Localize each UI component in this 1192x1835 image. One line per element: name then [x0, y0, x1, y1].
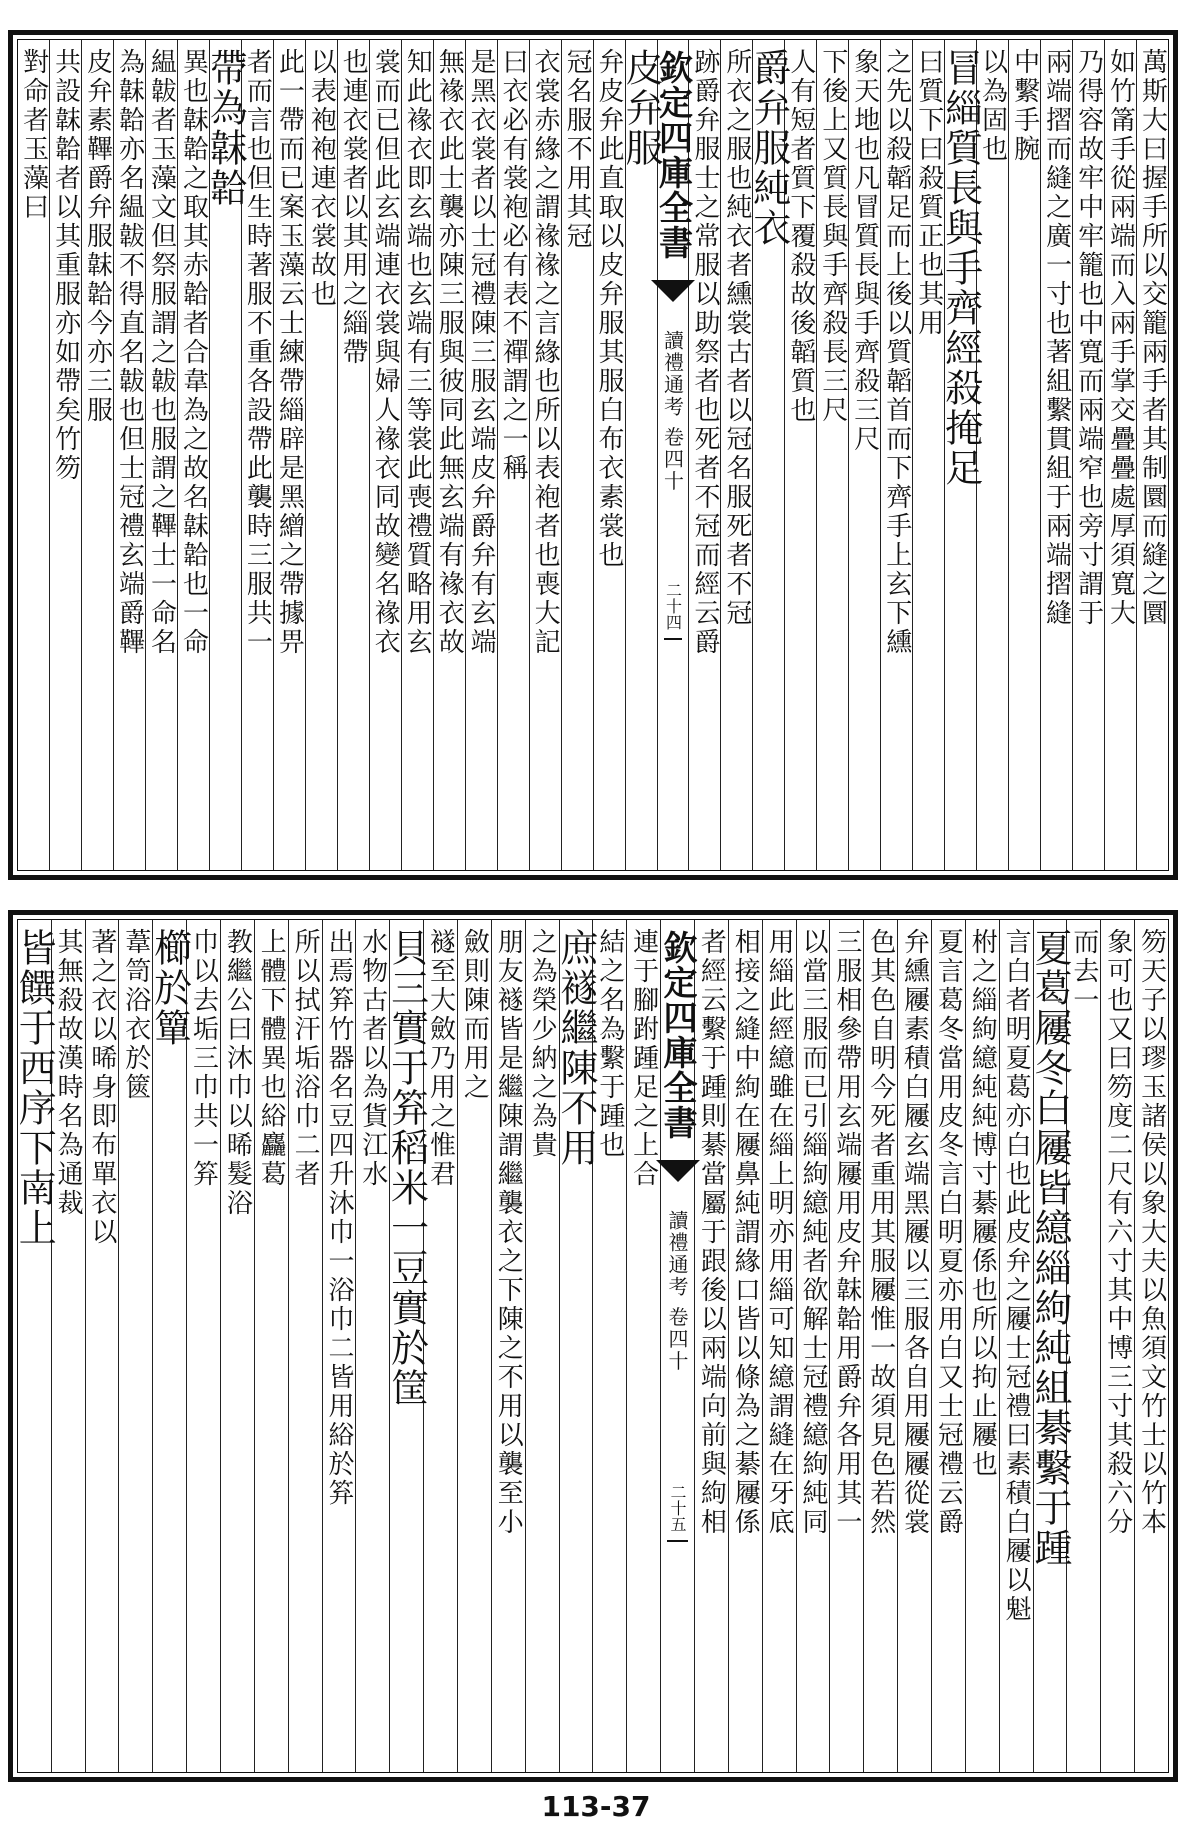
column-text: 三服相參帶用玄端屨用皮弁韎韐用爵弁各用其一 — [831, 928, 862, 1537]
text-column — [305, 40, 337, 870]
column-text: 無褖衣此士襲亦陳三服與彼同此無玄端有褖衣故 — [434, 48, 465, 657]
page-footer-number: 113-37 — [541, 1790, 651, 1823]
text-column — [965, 920, 999, 1772]
column-text: 以表袍袍連衣裳故也 — [306, 48, 337, 309]
column-text: 言白者明夏葛亦白也此皮弁之屨士冠禮曰素積白屨以魁 — [1001, 928, 1032, 1624]
column-text: 相接之縫中絇在屨鼻純謂緣口皆以條為之綦屨係 — [730, 928, 761, 1537]
column-text: 葦笥浴衣於篋 — [120, 928, 151, 1102]
volume-title: 讀禮通考 卷四十 — [660, 330, 685, 493]
column-text: 夏葛屨冬白屨皆繶緇絇純組綦繫于踵 — [1027, 928, 1072, 1568]
text-column — [433, 40, 465, 870]
column-text: 跡爵弁服士之常服以助祭者也死者不冠而經云爵 — [689, 48, 720, 657]
leaf-number: 二十四 — [663, 582, 683, 630]
column-text: 而去一 — [1068, 928, 1099, 1015]
column-text: 帶為韎韐 — [203, 48, 248, 208]
lower-fish-tail-line — [667, 1540, 688, 1542]
column-text: 異也韎韐之取其赤韐者合韋為之故名韎韐也一命 — [178, 48, 209, 657]
column-text: 所衣之服也純衣者纁裳古者以冠名服死者不冠 — [721, 48, 752, 628]
column-text: 緼韍者玉藻文但祭服謂之韍也服謂之鞸士一命名 — [146, 48, 177, 657]
text-column — [337, 40, 369, 870]
column-text: 衣裳赤緣之謂褖褖之言緣也所以表袍者也喪大記 — [530, 48, 561, 657]
text-column — [254, 920, 288, 1772]
fish-tail-mark — [667, 1160, 688, 1198]
text-column — [762, 920, 796, 1772]
text-column — [931, 920, 965, 1772]
text-column — [497, 40, 529, 870]
text-column — [897, 920, 931, 1772]
column-text: 用緇此經繶雖在緇上明亦用緇可知繶謂縫在牙底 — [764, 928, 795, 1537]
column-text: 出焉笲竹器名豆四升沐巾一浴巾二皆用綌於笲 — [323, 928, 354, 1508]
book-title: 欽定四庫全書 — [652, 50, 693, 260]
text-column — [113, 40, 145, 870]
text-column — [1134, 920, 1168, 1772]
text-column — [728, 920, 762, 1772]
text-column — [369, 40, 401, 870]
text-column — [816, 40, 848, 870]
column-text: 巾以去垢三巾共一笲 — [188, 928, 219, 1189]
column-text: 者經云繫于踵則綦當屬于跟後以兩端向前與絇相 — [696, 928, 727, 1537]
center-fold-column — [657, 920, 698, 1772]
column-text: 曰衣必有裳袍必有表不禪謂之一稱 — [498, 48, 529, 483]
text-column — [561, 40, 593, 870]
text-column — [848, 40, 880, 870]
column-text: 象可也又曰笏度二尺有六寸其中博三寸其殺六分 — [1102, 928, 1133, 1537]
column-text: 朋友襚皆是繼陳謂繼襲衣之下陳之不用以襲至小 — [493, 928, 524, 1537]
fish-tail-mark — [664, 280, 683, 318]
volume-title: 讀禮通考 卷四十 — [665, 1210, 690, 1373]
text-column — [863, 920, 897, 1772]
column-text: 笏天子以璆玉諸侯以象大夫以魚須文竹士以竹本 — [1136, 928, 1167, 1537]
text-column — [457, 920, 491, 1772]
column-text: 弁皮弁此直取以皮弁服其服白布衣素裳也 — [594, 48, 625, 570]
text-column — [912, 40, 944, 870]
text-column — [720, 40, 752, 870]
text-column — [746, 40, 791, 870]
text-column — [938, 40, 983, 870]
column-text: 也連衣裳者以其用之緇帶 — [338, 48, 369, 367]
text-column — [81, 40, 113, 870]
text-column — [1072, 40, 1104, 870]
text-column — [1136, 40, 1168, 870]
column-text: 之先以殺韜足而上後以質韜首而下齊手上玄下纁 — [881, 48, 912, 657]
text-column — [322, 920, 356, 1772]
text-column — [796, 920, 830, 1772]
text-column — [1100, 920, 1134, 1772]
text-column — [465, 40, 497, 870]
text-column — [829, 920, 863, 1772]
text-column — [384, 920, 429, 1772]
column-text: 貝三實于笲稻米一豆實於筐 — [384, 928, 429, 1408]
text-column — [118, 920, 152, 1772]
lower-fish-tail-line — [664, 638, 683, 640]
column-text: 中繫手腕 — [1009, 48, 1040, 164]
column-text: 萬斯大曰握手所以交籠兩手者其制圜而縫之圜 — [1137, 48, 1168, 628]
column-text: 櫛於簞 — [147, 928, 192, 1048]
text-column — [177, 40, 209, 870]
text-column — [999, 920, 1033, 1772]
column-text: 著之衣以晞身即布單衣以 — [86, 928, 117, 1247]
column-text: 夏言葛冬當用皮冬言白明夏亦用白又士冠禮云爵 — [933, 928, 964, 1537]
column-text: 結之名為繫于踵也 — [594, 928, 625, 1160]
column-text: 冒緇質長與手齊經殺掩足 — [938, 48, 983, 488]
column-text: 此一帶而已案玉藻云士練帶緇辟是黑繒之帶據畀 — [274, 48, 305, 657]
text-column — [1104, 40, 1136, 870]
column-text: 弁纁屨素積白屨玄端黑屨以三服各自用屨屨從裳 — [899, 928, 930, 1537]
text-column — [288, 920, 322, 1772]
text-column — [626, 920, 660, 1772]
upper-page-inner-border — [17, 39, 1169, 871]
column-text: 曰質下曰殺質正也其用 — [913, 48, 944, 338]
column-text: 水物古者以為貨江水 — [357, 928, 388, 1189]
column-text: 爵弁服純衣 — [746, 48, 791, 248]
column-text: 知此褖衣即玄端也玄端有三等裳此喪禮質略用玄 — [402, 48, 433, 657]
column-text: 連于腳跗踵足之上合 — [628, 928, 659, 1189]
column-text: 對命者玉藻曰 — [18, 48, 49, 222]
leaf-number: 二十五 — [668, 1484, 688, 1532]
column-text: 冠名服不用其冠 — [562, 48, 593, 251]
column-text: 色其色自明今死者重用其服屨惟一故須見色若然 — [865, 928, 896, 1537]
upper-page-columns — [18, 40, 1168, 870]
text-column — [1027, 920, 1072, 1772]
text-column — [273, 40, 305, 870]
text-column — [145, 40, 177, 870]
column-text: 斂則陳而用之 — [459, 928, 490, 1102]
column-text: 以當三服而已引緇絇繶純者欲解士冠禮繶絇純同 — [797, 928, 828, 1537]
column-text: 以為固也 — [977, 48, 1008, 164]
column-text: 柎之緇絇繶純純博寸綦屨係也所以拘止屨也 — [967, 928, 998, 1479]
text-column — [355, 920, 389, 1772]
text-column — [1040, 40, 1072, 870]
column-text: 襚至大斂乃用之惟君 — [425, 928, 456, 1189]
column-text: 庶襚繼陳不用 — [553, 928, 598, 1168]
column-text: 所以拭汗垢浴巾二者 — [290, 928, 321, 1189]
text-column — [401, 40, 433, 870]
column-text: 皮弁素鞸爵弁服韎韐今亦三服 — [82, 48, 113, 425]
text-column — [203, 40, 248, 870]
column-text: 象天地也凡冒質長與手齊殺三尺 — [849, 48, 880, 454]
lower-page-columns — [12, 920, 1168, 1772]
text-column — [619, 40, 664, 870]
column-text: 是黑衣裳者以士冠禮陳三服玄端皮弁爵弁有玄端 — [466, 48, 497, 657]
column-text: 皆饌于西序下南上 — [12, 928, 57, 1248]
column-text: 下後上又質長與手齊殺長三尺 — [817, 48, 848, 425]
text-column — [85, 920, 119, 1772]
column-text: 其無殺故漢時名為通裁 — [53, 928, 84, 1218]
text-column — [491, 920, 525, 1772]
column-text: 者而言也但生時著服不重各設帶此襲時三服共一 — [242, 48, 273, 657]
column-text: 皮弁服 — [619, 48, 664, 168]
upper-page-frame — [8, 30, 1178, 880]
column-text: 為韎韐亦名緼韍不得直名韍也但士冠禮玄端爵鞸 — [114, 48, 145, 657]
text-column — [529, 40, 561, 870]
text-column — [49, 40, 81, 870]
column-text: 乃得容故牢中牢籠也中寬而兩端窄也旁寸謂于 — [1073, 48, 1104, 628]
text-column — [18, 40, 49, 870]
column-text: 上體下體異也綌麤葛 — [256, 928, 287, 1189]
column-text: 裳而已但此玄端連衣裳與婦人褖衣同故變名褖衣 — [370, 48, 401, 657]
column-text: 共設韎韐者以其重服亦如帶矣竹笏 — [50, 48, 81, 483]
book-title: 欽定四庫全書 — [657, 930, 698, 1140]
column-text: 人有短者質下覆殺故後韜質也 — [785, 48, 816, 425]
text-column — [12, 920, 57, 1772]
text-column — [553, 920, 598, 1772]
column-text: 教繼公曰沐巾以晞髮浴 — [222, 928, 253, 1218]
text-column — [880, 40, 912, 870]
lower-page-frame — [8, 910, 1178, 1782]
text-column — [593, 40, 625, 870]
column-text: 如竹筩手從兩端而入兩手掌交疊疊處厚須寬大 — [1105, 48, 1136, 628]
text-column — [220, 920, 254, 1772]
column-text: 兩端摺而縫之廣一寸也著組繫貫組于兩端摺縫 — [1041, 48, 1072, 628]
column-text: 之為榮少納之為貴 — [527, 928, 558, 1160]
text-column — [1008, 40, 1040, 870]
text-column — [147, 920, 192, 1772]
text-column — [525, 920, 559, 1772]
lower-page-inner-border — [12, 919, 1169, 1773]
